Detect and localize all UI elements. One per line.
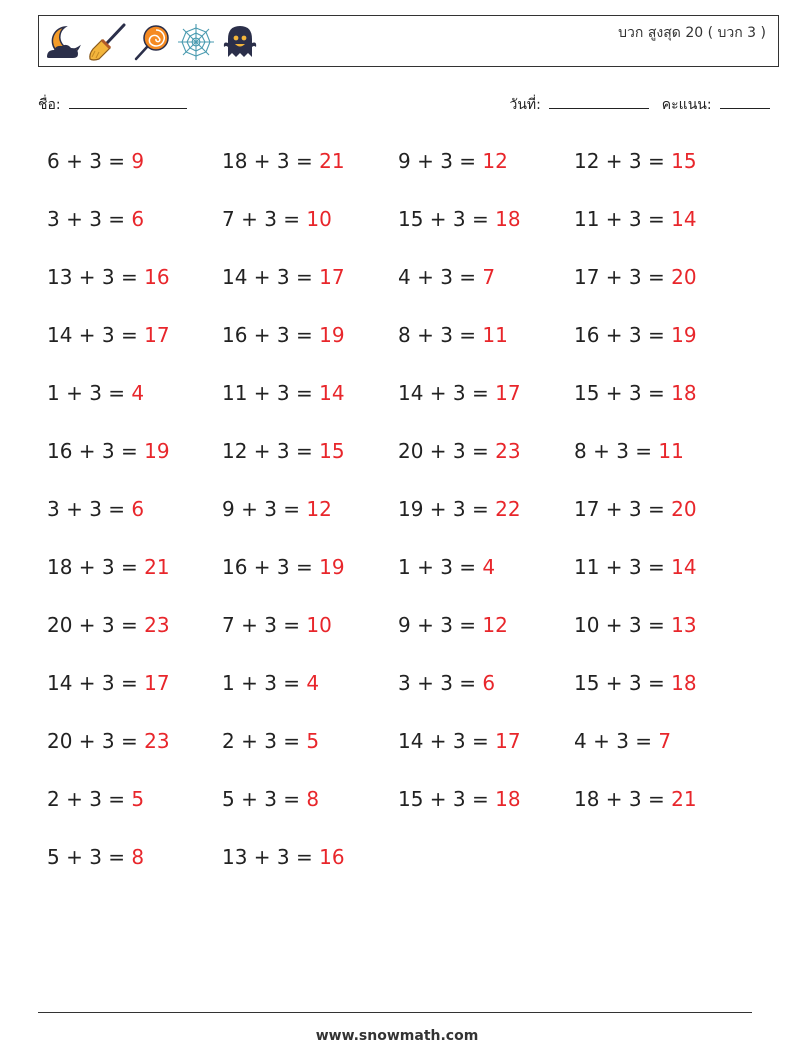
problem-question: 4 + 3 =	[574, 729, 659, 753]
problem-question: 17 + 3 =	[574, 497, 672, 521]
problem-question: 1 + 3 =	[398, 555, 483, 579]
problem-question: 9 + 3 =	[398, 149, 483, 173]
problem-answer: 6	[131, 497, 145, 521]
problem-item	[574, 146, 750, 204]
score-label: คะแนน:	[661, 97, 712, 113]
problem-item	[47, 262, 222, 320]
problem-answer: 6	[482, 671, 496, 695]
problem-item	[574, 436, 750, 494]
problem-item	[398, 146, 574, 204]
problem-question: 3 + 3 =	[398, 671, 483, 695]
problem-answer: 13	[671, 613, 697, 637]
problem-answer: 12	[482, 149, 508, 173]
problem-question: 9 + 3 =	[398, 613, 483, 637]
problem-answer: 15	[671, 149, 697, 173]
problem-answer: 8	[306, 787, 320, 811]
problem-question: 18 + 3 =	[222, 149, 320, 173]
problem-item	[398, 552, 574, 610]
problem-item	[222, 204, 398, 262]
problem-question: 15 + 3 =	[574, 381, 672, 405]
problem-question: 14 + 3 =	[47, 323, 145, 347]
problem-answer: 4	[131, 381, 145, 405]
problem-question: 4 + 3 =	[398, 265, 483, 289]
problem-item	[47, 436, 222, 494]
problem-item	[47, 320, 222, 378]
problem-question: 16 + 3 =	[222, 555, 320, 579]
problem-item	[398, 378, 574, 436]
problem-question: 16 + 3 =	[47, 439, 145, 463]
problem-question: 11 + 3 =	[574, 555, 672, 579]
problem-answer: 23	[144, 613, 170, 637]
ghost-icon	[219, 21, 261, 63]
problem-item	[47, 204, 222, 262]
problem-question: 20 + 3 =	[47, 729, 145, 753]
problem-question: 3 + 3 =	[47, 497, 132, 521]
problem-question: 14 + 3 =	[47, 671, 145, 695]
problem-item	[222, 610, 398, 668]
problem-item	[222, 668, 398, 726]
problem-answer: 17	[319, 265, 345, 289]
worksheet-title: บวก สูงสุด 20 ( บวก 3 )	[618, 25, 766, 41]
problem-item	[47, 552, 222, 610]
lollipop-icon	[131, 21, 173, 63]
problem-item	[398, 726, 574, 784]
problem-question: 8 + 3 =	[574, 439, 659, 463]
problem-answer: 11	[482, 323, 508, 347]
problem-answer: 4	[306, 671, 320, 695]
problem-question: 2 + 3 =	[47, 787, 132, 811]
problem-answer: 8	[131, 845, 145, 869]
problem-answer: 7	[482, 265, 496, 289]
problem-question: 7 + 3 =	[222, 613, 307, 637]
problem-answer: 17	[495, 381, 521, 405]
problem-item	[222, 436, 398, 494]
problem-answer: 14	[671, 207, 697, 231]
problem-item	[574, 552, 750, 610]
problem-item	[47, 146, 222, 204]
problem-question: 1 + 3 =	[47, 381, 132, 405]
problem-answer: 20	[671, 265, 697, 289]
problem-answer: 21	[144, 555, 170, 579]
problem-question: 5 + 3 =	[47, 845, 132, 869]
problem-question: 10 + 3 =	[574, 613, 672, 637]
problem-answer: 19	[319, 323, 345, 347]
problem-item	[574, 668, 750, 726]
problem-item	[398, 610, 574, 668]
problem-answer: 16	[319, 845, 345, 869]
spiderweb-icon	[175, 21, 217, 63]
problem-question: 19 + 3 =	[398, 497, 496, 521]
date-label: วันที่:	[509, 97, 541, 113]
moon-cloud-icon	[43, 21, 85, 63]
problem-item	[398, 436, 574, 494]
problem-question: 8 + 3 =	[398, 323, 483, 347]
problem-question: 14 + 3 =	[398, 381, 496, 405]
name-blank	[69, 94, 187, 109]
problem-item	[574, 320, 750, 378]
problem-answer: 12	[482, 613, 508, 637]
problem-question: 11 + 3 =	[574, 207, 672, 231]
problem-item	[222, 146, 398, 204]
problem-item	[47, 494, 222, 552]
problem-answer: 10	[306, 207, 332, 231]
problem-item	[222, 552, 398, 610]
problem-item	[47, 842, 222, 900]
problem-answer: 17	[144, 671, 170, 695]
problem-answer: 9	[131, 149, 145, 173]
problem-question: 11 + 3 =	[222, 381, 320, 405]
problem-answer: 5	[131, 787, 145, 811]
problem-question: 7 + 3 =	[222, 207, 307, 231]
problem-question: 14 + 3 =	[222, 265, 320, 289]
problem-item	[222, 378, 398, 436]
name-label: ชื่อ:	[38, 97, 61, 113]
problem-item	[47, 784, 222, 842]
problem-question: 6 + 3 =	[47, 149, 132, 173]
problem-question: 18 + 3 =	[574, 787, 672, 811]
problem-item	[47, 610, 222, 668]
problem-answer: 18	[495, 207, 521, 231]
problem-question: 17 + 3 =	[574, 265, 672, 289]
name-field	[38, 94, 187, 116]
problem-item	[47, 378, 222, 436]
problem-item	[222, 784, 398, 842]
problem-item	[398, 320, 574, 378]
problem-answer: 23	[144, 729, 170, 753]
problem-question: 16 + 3 =	[574, 323, 672, 347]
problem-question: 2 + 3 =	[222, 729, 307, 753]
problem-question: 12 + 3 =	[222, 439, 320, 463]
problem-question: 15 + 3 =	[574, 671, 672, 695]
problem-item	[222, 262, 398, 320]
problem-item	[574, 204, 750, 262]
problem-item	[398, 494, 574, 552]
problem-answer: 18	[671, 381, 697, 405]
problem-answer: 12	[306, 497, 332, 521]
problem-question: 15 + 3 =	[398, 787, 496, 811]
problem-answer: 22	[495, 497, 521, 521]
broom-icon	[87, 21, 129, 63]
problem-question: 5 + 3 =	[222, 787, 307, 811]
problem-question: 20 + 3 =	[47, 613, 145, 637]
problem-question: 16 + 3 =	[222, 323, 320, 347]
problem-item	[574, 494, 750, 552]
problem-answer: 15	[319, 439, 345, 463]
problem-question: 3 + 3 =	[47, 207, 132, 231]
problem-item	[398, 204, 574, 262]
date-score-fields	[509, 94, 770, 116]
problem-answer: 17	[144, 323, 170, 347]
problem-item	[574, 262, 750, 320]
problem-answer: 21	[319, 149, 345, 173]
problem-item	[222, 726, 398, 784]
problem-answer: 11	[658, 439, 684, 463]
problem-item	[222, 320, 398, 378]
problem-answer: 19	[319, 555, 345, 579]
problem-item	[574, 784, 750, 842]
problem-answer: 4	[482, 555, 496, 579]
problem-item	[574, 610, 750, 668]
problem-answer: 18	[495, 787, 521, 811]
problem-item	[574, 726, 750, 784]
problem-item	[222, 842, 398, 900]
problem-question: 13 + 3 =	[222, 845, 320, 869]
footer-divider	[38, 1012, 752, 1013]
problem-item	[47, 726, 222, 784]
problem-question: 20 + 3 =	[398, 439, 496, 463]
problem-answer: 16	[144, 265, 170, 289]
problem-question: 13 + 3 =	[47, 265, 145, 289]
halloween-icons	[43, 20, 261, 64]
problem-question: 9 + 3 =	[222, 497, 307, 521]
score-blank	[720, 94, 770, 109]
problem-question: 15 + 3 =	[398, 207, 496, 231]
problem-question: 18 + 3 =	[47, 555, 145, 579]
problem-item	[222, 494, 398, 552]
date-blank	[549, 94, 649, 109]
problem-answer: 19	[144, 439, 170, 463]
problem-answer: 10	[306, 613, 332, 637]
problem-answer: 17	[495, 729, 521, 753]
problem-answer: 7	[658, 729, 672, 753]
problem-question: 14 + 3 =	[398, 729, 496, 753]
problem-item	[47, 668, 222, 726]
problem-item	[574, 378, 750, 436]
problem-answer: 6	[131, 207, 145, 231]
problem-question: 12 + 3 =	[574, 149, 672, 173]
problem-answer: 23	[495, 439, 521, 463]
problem-answer: 18	[671, 671, 697, 695]
worksheet-header	[38, 15, 779, 67]
problem-item	[398, 668, 574, 726]
problem-answer: 20	[671, 497, 697, 521]
footer-url: www.snowmath.com	[315, 1028, 479, 1044]
problem-answer: 5	[306, 729, 320, 753]
problem-answer: 21	[671, 787, 697, 811]
problem-grid	[47, 146, 767, 900]
problem-answer: 19	[671, 323, 697, 347]
problem-question: 1 + 3 =	[222, 671, 307, 695]
problem-item	[398, 262, 574, 320]
problem-item	[398, 784, 574, 842]
problem-answer: 14	[671, 555, 697, 579]
problem-answer: 14	[319, 381, 345, 405]
